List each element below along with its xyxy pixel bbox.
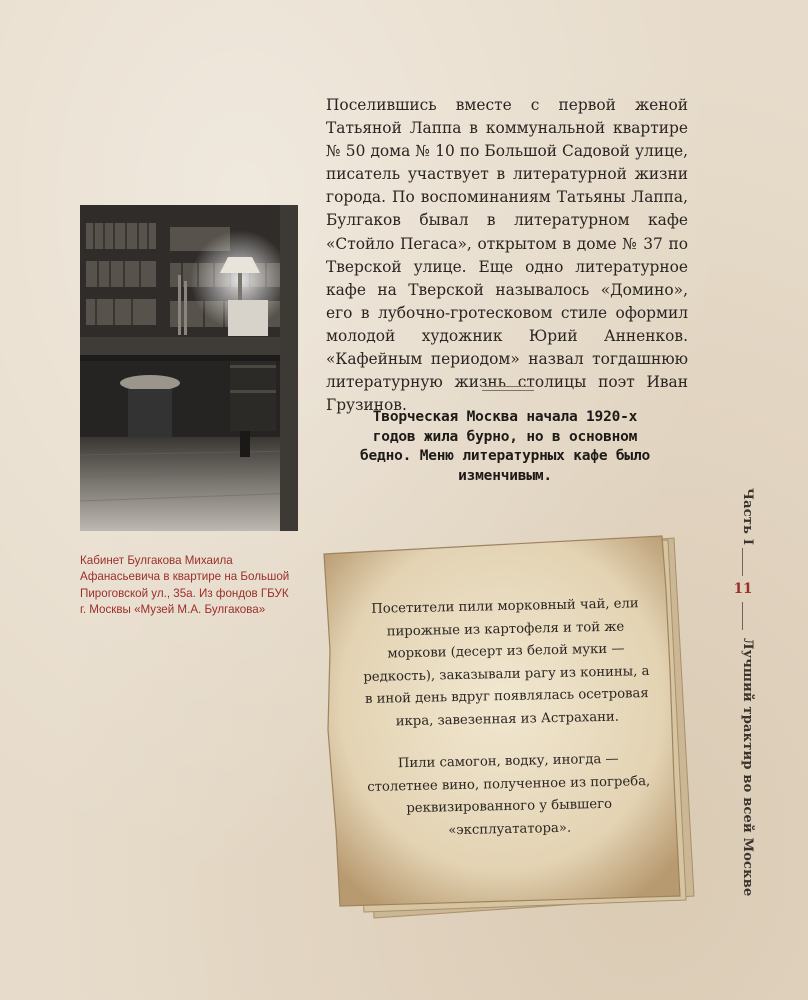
section-divider [482,386,534,391]
page-number: 11 [733,581,753,597]
paper-note-paragraph-1: Посетители пили морковный чай, ели пирожные из картофеля и той же моркови (десерт из белой муки — редкость), заказывали рагу из конины, а в иной день вдруг появлялась осетровая икра, завезенная из Астрахани. [363,596,650,729]
photo-caption: Кабинет Булгакова Михаила Афанасьевича в квартире на Большой Пироговской ул., 35а. Из фондов ГБУК г. Москвы «Музей М.А. Булгакова» [80,554,290,616]
part-label: Часть I [740,488,755,546]
chapter-title: Лучший трактир во всей Москве [740,638,755,897]
body-paragraph: Поселившись вместе с первой женой Татьяной Лаппа в коммунальной квартире № 50 дома № 10 по Большой Садовой улице, писатель участвует в литературной жизни города. По воспоминаниям Татьяны Лаппа, Булгаков бывал в литературном кафе «Стойло Пегаса», открытом в доме № 37 по Тверской улице. Еще одно литературное кафе на Тверской называлось «Домино», его в лубочно-гротесковом стиле оформил молодой художник Юрий Анненков. «Кафейным периодом» назвал тогдашнюю литературную жизнь столицы поэт Иван Грузинов. [326,96,688,415]
sidebar-separator [742,602,743,630]
bulgakov-study-photo [80,205,298,531]
paper-note-paragraph-2: Пили самогон, водку, иногда — столетнее вино, полученное из погреба, реквизированного у бывшего «эксплуататора». [367,751,651,838]
sidebar-separator [742,548,743,576]
pull-quote: Творческая Москва начала 1920-х годов жила бурно, но в основном бедно. Меню литературных кафе было изменчивым. [360,409,651,484]
running-header [731,488,755,908]
paper-note-text [360,593,655,864]
